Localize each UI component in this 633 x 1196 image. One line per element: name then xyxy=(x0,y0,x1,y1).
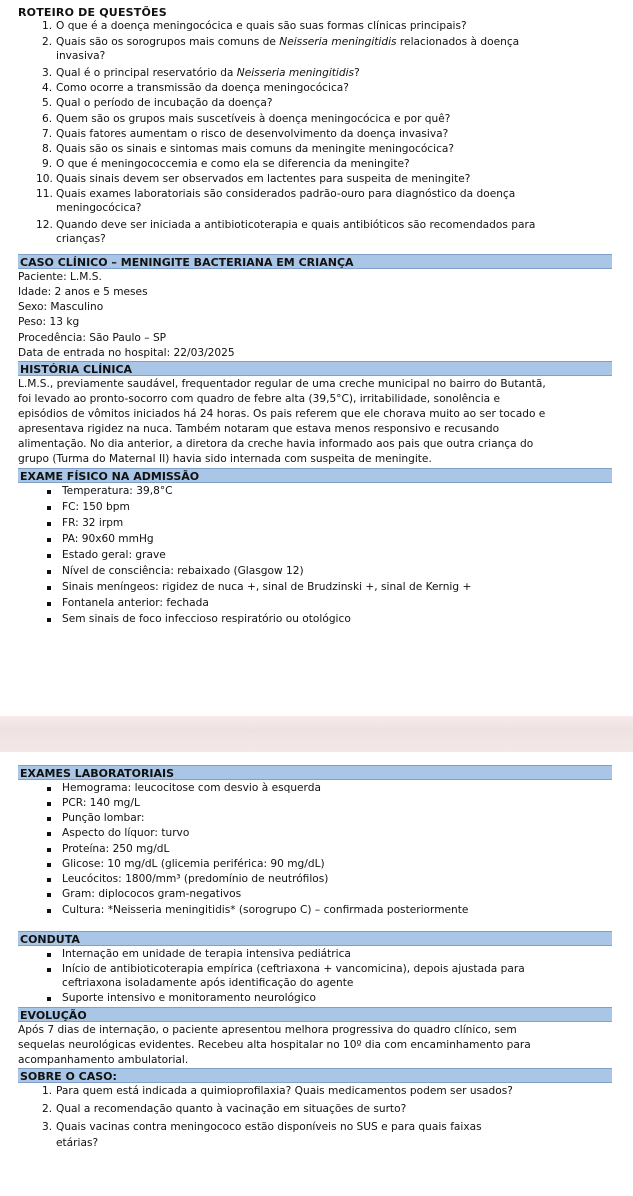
bullet-icon xyxy=(47,602,51,606)
question-number: 9. xyxy=(42,158,53,170)
about-question-number: 2. xyxy=(42,1103,53,1115)
question-text: Quais são os sinais e sintomas mais comuns da meningite meningocócica? xyxy=(56,143,455,155)
bullet-icon xyxy=(47,968,51,972)
exam-item: Sem sinais de foco infeccioso respiratório ou otológico xyxy=(62,613,351,625)
case-title-bar: CASO CLÍNICO – MENINGITE BACTERIANA EM CRIANÇA xyxy=(18,254,612,269)
conduct-item: Internação em unidade de terapia intensiva pediátrica xyxy=(62,948,351,960)
bullet-icon xyxy=(47,848,51,852)
bullet-icon xyxy=(47,878,51,882)
evolution-title-bar: EVOLUÇÃO xyxy=(18,1007,612,1022)
history-line: grupo (Turma do Maternal II) havia sido internada com suspeita de meningite. xyxy=(18,453,432,465)
question-number: 3. xyxy=(42,67,53,79)
question-number: 10. xyxy=(36,173,53,185)
about-title-bar: SOBRE O CASO: xyxy=(18,1068,612,1083)
about-question-number: 3. xyxy=(42,1121,53,1133)
question-text: Quais sinais devem ser observados em lactentes para suspeita de meningite? xyxy=(56,173,471,185)
exam-item: FC: 150 bpm xyxy=(62,501,130,513)
exam-item: Sinais meníngeos: rigidez de nuca +, sinal de Brudzinski +, sinal de Kernig + xyxy=(62,581,472,593)
question-text: O que é a doença meningocócica e quais são suas formas clínicas principais? xyxy=(56,20,467,32)
bullet-icon xyxy=(47,909,51,913)
question-number: 8. xyxy=(42,143,53,155)
about-question-text: Para quem está indicada a quimioprofilaxia? Quais medicamentos podem ser usados? xyxy=(56,1085,513,1097)
lab-item: Glicose: 10 mg/dL (glicemia periférica: 90 mg/dL) xyxy=(62,858,325,870)
bullet-icon xyxy=(47,570,51,574)
question-text: Qual é o principal reservatório da Neisseria meningitidis? xyxy=(56,67,360,79)
evolution-line: acompanhamento ambulatorial. xyxy=(18,1054,189,1066)
bullet-icon xyxy=(47,586,51,590)
page-2 xyxy=(0,752,633,1196)
history-title-bar: HISTÓRIA CLÍNICA xyxy=(18,361,612,376)
exam-item: FR: 32 irpm xyxy=(62,517,124,529)
question-number: 11. xyxy=(36,188,53,200)
lab-item: Proteína: 250 mg/dL xyxy=(62,843,170,855)
question-text: Qual o período de incubação da doença? xyxy=(56,97,273,109)
page-gap xyxy=(0,716,633,752)
lab-item: Leucócitos: 1800/mm³ (predomínio de neutrófilos) xyxy=(62,873,329,885)
conduct-item: Início de antibioticoterapia empírica (ceftriaxona + vancomicina), depois ajustada para xyxy=(62,963,525,975)
patient-admission-date: Data de entrada no hospital: 22/03/2025 xyxy=(18,347,235,359)
bullet-icon xyxy=(47,787,51,791)
question-text: Quais fatores aumentam o risco de desenvolvimento da doença invasiva? xyxy=(56,128,449,140)
question-number: 1. xyxy=(42,20,53,32)
bullet-icon xyxy=(47,893,51,897)
evolution-line: Após 7 dias de internação, o paciente apresentou melhora progressiva do quadro clínico, sem xyxy=(18,1024,517,1036)
question-text: Como ocorre a transmissão da doença meningocócica? xyxy=(56,82,349,94)
bullet-icon xyxy=(47,832,51,836)
history-line: L.M.S., previamente saudável, frequentador regular de uma creche municipal no bairro do Butantã, xyxy=(18,378,546,390)
question-number: 12. xyxy=(36,219,53,231)
exam-item: Nível de consciência: rebaixado (Glasgow 12) xyxy=(62,565,304,577)
history-line: foi levado ao pronto-socorro com quadro de febre alta (39,5°C), irritabilidade, sonolência e xyxy=(18,393,501,405)
conduct-item-cont: ceftriaxona isoladamente após identificação do agente xyxy=(62,977,354,989)
exam-item: PA: 90x60 mmHg xyxy=(62,533,154,545)
lab-item: Cultura: *Neisseria meningitidis* (sorogrupo C) – confirmada posteriormente xyxy=(62,904,469,916)
questions-title: ROTEIRO DE QUESTÕES xyxy=(18,6,167,19)
about-question-text-cont: etárias? xyxy=(56,1137,99,1149)
question-text: Quem são os grupos mais suscetíveis à doença meningocócica e por quê? xyxy=(56,113,451,125)
labs-title-bar: EXAMES LABORATORIAIS xyxy=(18,765,612,780)
evolution-line: sequelas neurológicas evidentes. Recebeu alta hospitalar no 10º dia com encaminhamento para xyxy=(18,1039,531,1051)
question-number: 4. xyxy=(42,82,53,94)
lab-item: PCR: 140 mg/L xyxy=(62,797,140,809)
about-question-text: Qual a recomendação quanto à vacinação em situações de surto? xyxy=(56,1103,407,1115)
question-text: Quais são os sorogrupos mais comuns de Neisseria meningitidis relacionados à doença xyxy=(56,36,520,48)
patient-age: Idade: 2 anos e 5 meses xyxy=(18,286,148,298)
about-question-number: 1. xyxy=(42,1085,53,1097)
question-text-cont: meningocócica? xyxy=(56,202,142,214)
exam-item: Fontanela anterior: fechada xyxy=(62,597,209,609)
patient-origin: Procedência: São Paulo – SP xyxy=(18,332,167,344)
bullet-icon xyxy=(47,817,51,821)
lab-item: Aspecto do líquor: turvo xyxy=(62,827,190,839)
bullet-icon xyxy=(47,997,51,1001)
bullet-icon xyxy=(47,506,51,510)
exam-item: Estado geral: grave xyxy=(62,549,166,561)
bullet-icon xyxy=(47,554,51,558)
lab-item: Punção lombar: xyxy=(62,812,145,824)
question-number: 7. xyxy=(42,128,53,140)
bullet-icon xyxy=(47,490,51,494)
lab-item: Hemograma: leucocitose com desvio à esquerda xyxy=(62,782,321,794)
question-text: O que é meningococcemia e como ela se diferencia da meningite? xyxy=(56,158,410,170)
patient-sex: Sexo: Masculino xyxy=(18,301,104,313)
question-text: Quais exames laboratoriais são considerados padrão-ouro para diagnóstico da doença xyxy=(56,188,516,200)
question-text-cont: invasiva? xyxy=(56,50,106,62)
history-line: apresentava rigidez na nuca. Também notaram que estava menos responsivo e recusando xyxy=(18,423,500,435)
question-text-cont: crianças? xyxy=(56,233,106,245)
bullet-icon xyxy=(47,953,51,957)
conduct-item: Suporte intensivo e monitoramento neurológico xyxy=(62,992,316,1004)
bullet-icon xyxy=(47,802,51,806)
history-line: alimentação. No dia anterior, a diretora da creche havia informado aos pais que outra criança do xyxy=(18,438,534,450)
lab-item: Gram: diplococos gram-negativos xyxy=(62,888,242,900)
question-number: 2. xyxy=(42,36,53,48)
bullet-icon xyxy=(47,863,51,867)
question-number: 6. xyxy=(42,113,53,125)
bullet-icon xyxy=(47,538,51,542)
bullet-icon xyxy=(47,618,51,622)
patient-name: Paciente: L.M.S. xyxy=(18,271,102,283)
about-question-text: Quais vacinas contra meningococo estão disponíveis no SUS e para quais faixas xyxy=(56,1121,482,1133)
exam-title-bar: EXAME FÍSICO NA ADMISSÃO xyxy=(18,468,612,483)
bullet-icon xyxy=(47,522,51,526)
question-text: Quando deve ser iniciada a antibioticoterapia e quais antibióticos são recomendados para xyxy=(56,219,536,231)
exam-item: Temperatura: 39,8°C xyxy=(62,485,173,497)
question-number: 5. xyxy=(42,97,53,109)
conduct-title-bar: CONDUTA xyxy=(18,931,612,946)
history-line: episódios de vômitos iniciados há 24 horas. Os pais referem que ele chorava muito ao ser tocado e xyxy=(18,408,546,420)
patient-weight: Peso: 13 kg xyxy=(18,316,80,328)
